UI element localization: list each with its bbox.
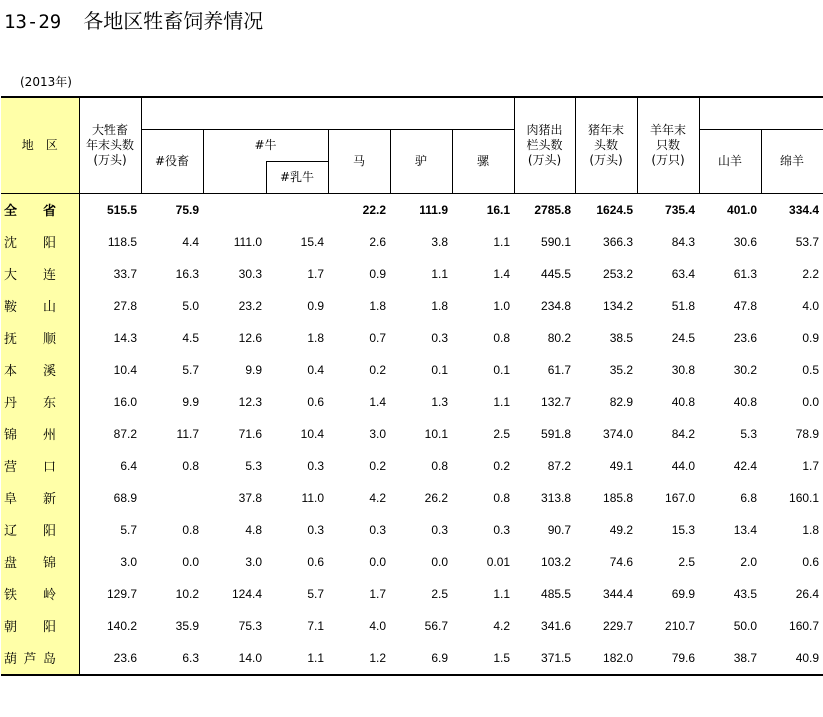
header-sheep-group [699, 97, 823, 129]
cell-pork: 341.6 [541, 618, 572, 633]
cell-draft: 16.3 [175, 266, 199, 281]
header-donkey: 驴 [390, 129, 452, 193]
cell-dairy: 0.3 [307, 522, 324, 537]
cell-donkey: 0.0 [431, 554, 448, 569]
region-name [1, 290, 79, 322]
cell-wool-sheep: 26.4 [795, 586, 820, 601]
cell-pork: 90.7 [547, 522, 572, 537]
header-wool-sheep: 绵羊 [761, 129, 823, 193]
region-name [1, 450, 79, 482]
region-name [1, 386, 79, 418]
cell-goat: 40.8 [733, 394, 758, 409]
region-name-char: 山 [42, 300, 56, 315]
cell-pig: 253.2 [603, 266, 634, 281]
table-row [1, 546, 823, 578]
cell-horse: 0.3 [369, 522, 386, 537]
cell-wool-sheep: 0.9 [802, 330, 820, 345]
header-sheep-l2: 只数 [656, 137, 681, 152]
cell-horse: 1.2 [328, 642, 390, 675]
header-large-livestock-l3: (万头) [93, 152, 127, 167]
header-pig-l2: 头数 [594, 137, 619, 152]
region-name-char: 抚 [4, 332, 18, 347]
region-name-char: 顺 [42, 332, 56, 347]
cell-donkey: 1.1 [431, 266, 448, 281]
cell-donkey: 56.7 [424, 618, 448, 633]
cell-cattle [203, 193, 266, 226]
cell-goat: 5.3 [740, 426, 758, 441]
cell-mule: 1.0 [493, 298, 511, 313]
table-row [1, 514, 823, 546]
cell-goat: 30.2 [733, 362, 758, 377]
cell-draft: 75.9 [175, 202, 199, 217]
header-cattle-spacer [203, 161, 266, 193]
cell-dairy [266, 193, 328, 226]
region-name [1, 418, 79, 450]
region-name-char: 本 [4, 364, 18, 379]
region-name-char: 溪 [42, 364, 56, 379]
cell-mule: 0.3 [493, 522, 511, 537]
cell-dairy: 0.6 [307, 554, 324, 569]
region-name [1, 482, 79, 514]
cell-dairy: 0.4 [307, 362, 324, 377]
cell-pork: 87.2 [547, 458, 572, 473]
region-name-char: 葫 [4, 652, 18, 667]
cell-horse: 1.8 [369, 298, 386, 313]
cell-pork: 2785.8 [534, 202, 572, 217]
header-large-livestock [79, 97, 141, 193]
header-region: 地 区 [1, 97, 79, 193]
region-name [1, 642, 79, 675]
cell-mule: 0.01 [486, 554, 511, 569]
header-pig-l3: (万头) [589, 152, 623, 167]
cell-mule: 1.1 [493, 586, 511, 601]
cell-draft: 4.4 [182, 234, 199, 249]
cell-pig: 182.0 [575, 642, 637, 675]
cell-goat: 401.0 [727, 202, 758, 217]
cell-wool-sheep: 1.8 [802, 522, 820, 537]
cell-pork: 591.8 [541, 426, 572, 441]
header-sheep-l3: (万只) [651, 152, 685, 167]
cell-large-livestock: 140.2 [106, 618, 137, 633]
cell-pig: 344.4 [603, 586, 634, 601]
cell-cattle: 71.6 [238, 426, 262, 441]
cell-cattle: 12.6 [238, 330, 262, 345]
cell-horse: 0.2 [369, 362, 386, 377]
cell-mule: 0.8 [493, 330, 511, 345]
cell-draft: 35.9 [175, 618, 199, 633]
region-name [1, 354, 79, 386]
table-row [1, 642, 823, 675]
table-row [1, 322, 823, 354]
cell-donkey: 1.3 [431, 394, 448, 409]
table-row [1, 290, 823, 322]
cell-wool-sheep: 1.7 [802, 458, 820, 473]
cell-pig: 49.1 [609, 458, 634, 473]
cell-cattle: 4.8 [245, 522, 262, 537]
cell-goat: 43.5 [733, 586, 758, 601]
cell-pig: 134.2 [603, 298, 634, 313]
cell-mule: 0.2 [493, 458, 511, 473]
header-cattle: #牛 [203, 129, 328, 161]
cell-sheep: 2.5 [678, 554, 696, 569]
cell-draft: 4.5 [182, 330, 199, 345]
header-sheep-l1: 羊年末 [650, 122, 687, 137]
region-name-char: 丹 [4, 396, 18, 411]
header-draft: #役畜 [141, 129, 203, 193]
header-pork [514, 97, 575, 193]
cell-donkey: 6.9 [390, 642, 452, 675]
cell-wool-sheep: 78.9 [795, 426, 820, 441]
cell-wool-sheep: 160.1 [789, 490, 820, 505]
cell-cattle: 37.8 [238, 490, 262, 505]
cell-sheep: 69.9 [671, 586, 696, 601]
cell-large-livestock: 5.7 [120, 522, 137, 537]
cell-mule: 2.5 [493, 426, 511, 441]
cell-pig: 35.2 [609, 362, 634, 377]
cell-cattle: 3.0 [245, 554, 262, 569]
cell-draft [141, 482, 203, 514]
cell-dairy: 0.9 [307, 298, 324, 313]
header-dairy: #乳牛 [266, 161, 328, 193]
cell-pig: 229.7 [603, 618, 634, 633]
cell-draft: 5.0 [182, 298, 199, 313]
cell-donkey: 3.8 [431, 234, 448, 249]
cell-large-livestock: 23.6 [79, 642, 141, 675]
table-row [1, 450, 823, 482]
header-pork-l2: 栏头数 [526, 137, 563, 152]
cell-sheep: 40.8 [671, 394, 696, 409]
cell-sheep: 210.7 [665, 618, 696, 633]
cell-horse: 4.0 [369, 618, 386, 633]
cell-horse: 0.2 [369, 458, 386, 473]
table-row [1, 193, 823, 226]
cell-wool-sheep: 0.5 [802, 362, 820, 377]
cell-sheep: 44.0 [671, 458, 696, 473]
cell-wool-sheep: 40.9 [761, 642, 823, 675]
cell-horse: 22.2 [362, 202, 386, 217]
region-name-char: 州 [42, 428, 56, 443]
region-name-char: 东 [42, 396, 56, 411]
region-name-char: 阳 [42, 236, 56, 251]
table-row [1, 354, 823, 386]
cell-dairy: 1.1 [266, 642, 328, 675]
cell-goat: 50.0 [733, 618, 758, 633]
cell-draft: 0.0 [182, 554, 199, 569]
cell-large-livestock: 27.8 [113, 298, 137, 313]
header-mule: 骡 [452, 129, 514, 193]
cell-pig: 366.3 [603, 234, 634, 249]
cell-mule: 1.1 [493, 234, 511, 249]
cell-horse: 0.7 [369, 330, 386, 345]
cell-wool-sheep: 0.6 [802, 554, 820, 569]
cell-sheep: 84.2 [671, 426, 696, 441]
header-large-livestock-l1: 大牲畜 [91, 122, 128, 137]
cell-pork: 132.7 [541, 394, 572, 409]
cell-horse: 4.2 [369, 490, 386, 505]
cell-large-livestock: 14.3 [113, 330, 137, 345]
region-name-char: 全 [4, 204, 18, 219]
cell-large-livestock: 16.0 [113, 394, 137, 409]
cell-cattle: 23.2 [238, 298, 262, 313]
cell-dairy: 5.7 [307, 586, 324, 601]
cell-donkey: 2.5 [431, 586, 448, 601]
region-name [1, 193, 79, 226]
region-name [1, 258, 79, 290]
cell-pork: 80.2 [547, 330, 572, 345]
cell-dairy: 1.7 [307, 266, 324, 281]
region-name-char: 省 [42, 204, 56, 219]
cell-goat: 2.0 [740, 554, 758, 569]
region-name [1, 578, 79, 610]
cell-draft: 6.3 [141, 642, 203, 675]
table-row [1, 610, 823, 642]
cell-cattle: 75.3 [238, 618, 262, 633]
cell-large-livestock: 33.7 [113, 266, 137, 281]
cell-pork: 590.1 [541, 234, 572, 249]
cell-pork: 445.5 [541, 266, 572, 281]
region-name-char: 营 [4, 460, 18, 475]
cell-horse: 1.4 [369, 394, 386, 409]
livestock-table [1, 96, 823, 676]
cell-pig: 38.5 [609, 330, 634, 345]
header-large-livestock-l2: 年末头数 [85, 137, 134, 152]
cell-pig: 82.9 [609, 394, 634, 409]
region-name [1, 546, 79, 578]
cell-wool-sheep: 4.0 [802, 298, 820, 313]
cell-large-livestock: 129.7 [106, 586, 137, 601]
cell-large-livestock: 68.9 [113, 490, 137, 505]
cell-pork: 313.8 [541, 490, 572, 505]
cell-pig: 374.0 [603, 426, 634, 441]
cell-mule: 16.1 [486, 202, 511, 217]
cell-goat: 23.6 [733, 330, 758, 345]
table-row [1, 258, 823, 290]
cell-goat: 13.4 [733, 522, 758, 537]
cell-cattle: 124.4 [231, 586, 262, 601]
cell-pork: 371.5 [514, 642, 575, 675]
region-name-char: 沈 [4, 236, 18, 251]
table-row [1, 226, 823, 258]
cell-large-livestock: 87.2 [113, 426, 137, 441]
cell-large-livestock: 10.4 [113, 362, 137, 377]
region-name [1, 514, 79, 546]
table-row [1, 482, 823, 514]
cell-cattle: 12.3 [238, 394, 262, 409]
region-name-char: 阳 [42, 620, 56, 635]
cell-draft: 10.2 [175, 586, 199, 601]
cell-mule: 1.4 [493, 266, 511, 281]
cell-dairy: 11.0 [301, 490, 324, 505]
region-name-char: 口 [42, 460, 56, 475]
cell-horse: 0.0 [369, 554, 386, 569]
region-name-char: 大 [4, 268, 18, 283]
region-name-char: 岭 [42, 588, 56, 603]
cell-goat: 6.8 [740, 490, 758, 505]
cell-dairy: 7.1 [307, 618, 324, 633]
cell-draft: 11.7 [176, 426, 199, 441]
cell-cattle: 111.0 [233, 234, 262, 249]
cell-sheep: 30.8 [671, 362, 696, 377]
cell-goat: 42.4 [733, 458, 758, 473]
header-sheep [637, 97, 699, 193]
header-goat: 山羊 [699, 129, 761, 193]
cell-cattle: 30.3 [238, 266, 262, 281]
region-name-char: 连 [42, 268, 56, 283]
region-name-char: 岛 [42, 652, 56, 667]
cell-donkey: 0.8 [431, 458, 448, 473]
cell-horse: 1.7 [369, 586, 386, 601]
cell-sheep: 84.3 [671, 234, 696, 249]
region-name [1, 322, 79, 354]
cell-sheep: 63.4 [671, 266, 696, 281]
cell-sheep: 79.6 [637, 642, 699, 675]
cell-wool-sheep: 160.7 [789, 618, 820, 633]
cell-pork: 485.5 [541, 586, 572, 601]
cell-dairy: 0.3 [307, 458, 324, 473]
cell-cattle: 14.0 [203, 642, 266, 675]
cell-pig: 1624.5 [596, 202, 634, 217]
table-number: 13-29 [4, 11, 62, 33]
table-row [1, 418, 823, 450]
cell-donkey: 10.1 [424, 426, 448, 441]
region-name-char: 锦 [42, 556, 56, 571]
cell-sheep: 167.0 [665, 490, 696, 505]
cell-wool-sheep: 334.4 [789, 202, 820, 217]
cell-wool-sheep: 53.7 [795, 234, 820, 249]
cell-goat: 30.6 [733, 234, 758, 249]
page-title [4, 5, 263, 34]
cell-goat: 38.7 [699, 642, 761, 675]
cell-draft: 9.9 [182, 394, 199, 409]
cell-pork: 234.8 [541, 298, 572, 313]
cell-donkey: 26.2 [424, 490, 448, 505]
cell-large-livestock: 515.5 [106, 202, 137, 217]
table-row [1, 386, 823, 418]
header-horse: 马 [328, 129, 390, 193]
table-title: 各地区牲畜饲养情况 [83, 9, 264, 33]
cell-horse: 3.0 [369, 426, 386, 441]
cell-cattle: 5.3 [245, 458, 262, 473]
region-name-char: 阜 [4, 492, 18, 507]
region-name-char: 朝 [4, 620, 18, 635]
cell-dairy: 10.4 [300, 426, 324, 441]
cell-donkey: 0.1 [431, 362, 448, 377]
cell-cattle: 9.9 [245, 362, 262, 377]
cell-pig: 185.8 [603, 490, 634, 505]
cell-dairy: 0.6 [307, 394, 324, 409]
cell-mule: 1.5 [452, 642, 514, 675]
header-pork-l3: (万头) [527, 152, 562, 167]
region-name [1, 610, 79, 642]
cell-mule: 1.1 [493, 394, 511, 409]
cell-wool-sheep: 2.2 [802, 266, 820, 281]
cell-goat: 61.3 [733, 266, 758, 281]
cell-draft: 5.7 [182, 362, 199, 377]
cell-pig: 74.6 [609, 554, 634, 569]
cell-pig: 49.2 [609, 522, 634, 537]
cell-large-livestock: 3.0 [120, 554, 137, 569]
cell-donkey: 111.9 [419, 202, 448, 217]
cell-donkey: 0.3 [431, 330, 448, 345]
cell-draft: 0.8 [182, 458, 199, 473]
cell-dairy: 15.4 [300, 234, 324, 249]
cell-horse: 2.6 [369, 234, 386, 249]
region-name-char: 鞍 [4, 300, 18, 315]
cell-dairy: 1.8 [307, 330, 324, 345]
region-name-char: 锦 [4, 428, 18, 443]
cell-wool-sheep: 0.0 [802, 394, 820, 409]
region-name-char: 铁 [4, 588, 18, 603]
cell-mule: 0.8 [493, 490, 511, 505]
header-pork-l1: 肉猪出 [526, 122, 563, 137]
cell-sheep: 51.8 [671, 298, 696, 313]
cell-sheep: 15.3 [671, 522, 696, 537]
cell-mule: 4.2 [493, 618, 511, 633]
cell-goat: 47.8 [733, 298, 758, 313]
region-name [1, 226, 79, 258]
header-pig-l1: 猪年末 [588, 122, 625, 137]
cell-horse: 0.9 [369, 266, 386, 281]
cell-sheep: 24.5 [671, 330, 696, 345]
region-name-char: 阳 [42, 524, 56, 539]
cell-donkey: 1.8 [431, 298, 448, 313]
year-note: (2013年) [20, 75, 72, 89]
header-livestock-group [141, 97, 514, 129]
cell-large-livestock: 6.4 [120, 458, 137, 473]
cell-mule: 0.1 [493, 362, 511, 377]
header-pig [575, 97, 637, 193]
region-name-char: 盘 [4, 556, 18, 571]
table-row [1, 578, 823, 610]
cell-large-livestock: 118.5 [107, 234, 137, 249]
cell-pork: 61.7 [547, 362, 572, 377]
cell-draft: 0.8 [182, 522, 199, 537]
cell-donkey: 0.3 [431, 522, 448, 537]
region-name-char: 芦 [23, 652, 37, 667]
cell-sheep: 735.4 [665, 202, 696, 217]
region-name-char: 新 [42, 492, 56, 507]
region-name-char: 辽 [4, 524, 18, 539]
cell-pork: 103.2 [541, 554, 572, 569]
